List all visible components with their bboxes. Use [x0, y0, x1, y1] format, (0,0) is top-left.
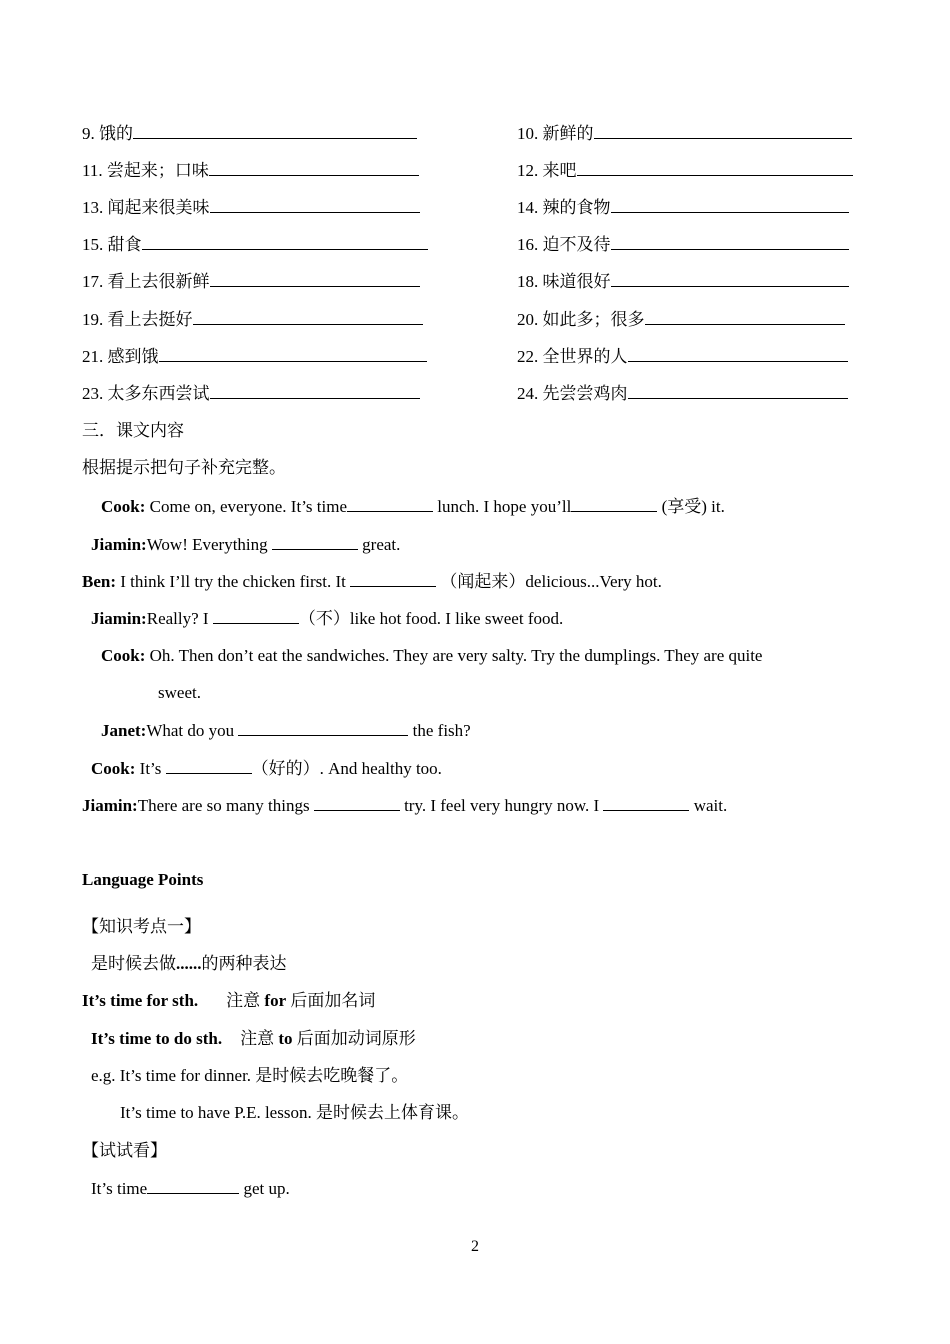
example-line: It’s time to have P.E. lesson. 是时候去上体育课。	[120, 1103, 469, 1122]
speaker: Cook:	[101, 646, 146, 665]
language-points-title: Language Points	[82, 870, 204, 889]
vocab-item: 22. 全世界的人	[517, 345, 848, 368]
answer-blank[interactable]	[209, 159, 419, 176]
vocab-item: 10. 新鲜的	[517, 122, 852, 145]
speaker: Cook:	[101, 497, 146, 516]
vocab-item: 15. 甜食	[82, 233, 428, 256]
try-heading: 【试试看】	[82, 1141, 167, 1160]
answer-blank[interactable]	[142, 233, 428, 250]
answer-blank[interactable]	[159, 345, 427, 362]
answer-blank[interactable]	[210, 382, 420, 399]
dialogue-line: Jiamin:Really? I （不）like hot food. I like sweet food.	[91, 609, 564, 628]
vocab-item: 9. 饿的	[82, 122, 417, 145]
dialogue-line-continued: sweet.	[158, 683, 201, 702]
answer-blank[interactable]	[133, 122, 417, 139]
speaker: Cook:	[91, 759, 136, 778]
answer-blank[interactable]	[628, 382, 848, 399]
answer-blank[interactable]	[611, 233, 849, 250]
dialogue-line: Jiamin:Wow! Everything great.	[91, 535, 401, 554]
vocab-item: 23. 太多东西尝试	[82, 382, 420, 405]
example-line: e.g. It’s time for dinner. 是时候去吃晚餐了。	[91, 1066, 409, 1085]
answer-blank[interactable]	[611, 270, 849, 287]
answer-blank[interactable]	[628, 345, 848, 362]
answer-blank[interactable]	[210, 270, 420, 287]
answer-blank[interactable]	[350, 570, 436, 587]
answer-blank[interactable]	[347, 495, 433, 512]
dialogue-line: Ben: I think I’ll try the chicken first. It （闻起来）delicious...Very hot.	[82, 572, 662, 591]
page-number: 2	[471, 1238, 479, 1255]
vocab-item: 16. 迫不及待	[517, 233, 849, 256]
vocab-item: 14. 辣的食物	[517, 196, 849, 219]
answer-blank[interactable]	[272, 533, 358, 550]
vocab-item: 11. 尝起来；口味	[82, 159, 419, 182]
answer-blank[interactable]	[193, 308, 423, 325]
vocab-item: 13. 闻起来很美味	[82, 196, 420, 219]
vocab-item: 21. 感到饿	[82, 345, 427, 368]
dialogue-line: Janet:What do you the fish?	[101, 721, 471, 740]
vocab-item: 17. 看上去很新鲜	[82, 270, 420, 293]
answer-blank[interactable]	[147, 1177, 239, 1194]
section-heading: 三．课文内容	[82, 421, 184, 440]
vocab-item: 20. 如此多；很多	[517, 308, 845, 331]
answer-blank[interactable]	[213, 607, 299, 624]
dialogue-line: Cook: Oh. Then don’t eat the sandwiches. They are very salty. Try the dumplings. They are quite	[101, 646, 763, 665]
answer-blank[interactable]	[603, 794, 689, 811]
dialogue-line: Jiamin:There are so many things try. I feel very hungry now. I wait.	[82, 796, 728, 815]
vocab-item: 18. 味道很好	[517, 270, 849, 293]
answer-blank[interactable]	[166, 757, 252, 774]
speaker: Jiamin:	[91, 535, 147, 554]
vocab-item: 19. 看上去挺好	[82, 308, 423, 331]
rule-line: It’s time for sth. 注意 for 后面加名词	[82, 991, 376, 1010]
section-instruction: 根据提示把句子补充完整。	[82, 458, 286, 477]
dialogue-line: Cook: Come on, everyone. It’s time lunch. I hope you’ll (享受) it.	[101, 497, 725, 516]
speaker: Jiamin:	[91, 609, 147, 628]
answer-blank[interactable]	[577, 159, 853, 176]
answer-blank[interactable]	[238, 719, 408, 736]
dialogue-line: Cook: It’s （好的）. And healthy too.	[91, 759, 442, 778]
answer-blank[interactable]	[210, 196, 420, 213]
rule-line: It’s time to do sth. 注意 to 后面加动词原形	[91, 1029, 416, 1048]
vocab-item: 12. 来吧	[517, 159, 853, 182]
answer-blank[interactable]	[611, 196, 849, 213]
speaker: Janet:	[101, 721, 147, 740]
speaker: Jiamin:	[82, 796, 138, 815]
answer-blank[interactable]	[314, 794, 400, 811]
try-line: It’s time get up.	[91, 1179, 290, 1198]
answer-blank[interactable]	[645, 308, 845, 325]
knowledge-point-heading: 【知识考点一】	[82, 917, 201, 936]
vocab-item: 24. 先尝尝鸡肉	[517, 382, 848, 405]
answer-blank[interactable]	[594, 122, 852, 139]
knowledge-point-desc: 是时候去做......的两种表达	[91, 954, 287, 973]
answer-blank[interactable]	[571, 495, 657, 512]
speaker: Ben:	[82, 572, 116, 591]
